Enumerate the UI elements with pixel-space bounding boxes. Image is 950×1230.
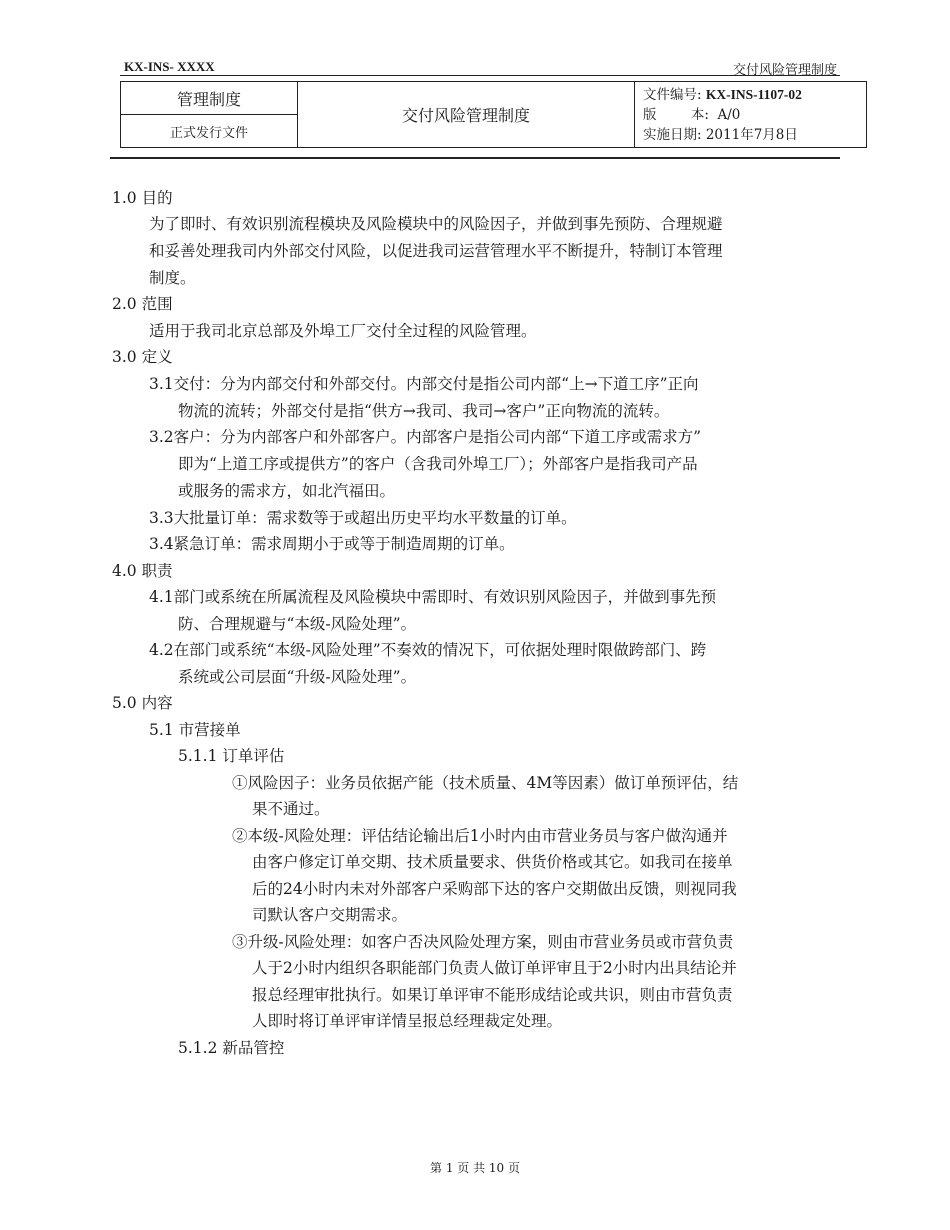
section-heading: 1.0 目的: [112, 189, 173, 207]
subsection-heading: 5.1 市营接单: [149, 721, 241, 739]
body-line: 系统或公司层面“升级-风险处理”。: [178, 668, 417, 686]
body-line: 人于2小时内组织各职能部门负责人做订单评审且于2小时内出具结论并: [252, 959, 737, 977]
subsection-heading: 5.1.1 订单评估: [178, 747, 285, 765]
top-divider: [120, 75, 840, 76]
category-cell: 管理制度: [121, 82, 298, 115]
header-divider: [110, 157, 840, 159]
header-table: [120, 81, 867, 148]
body-line: 由客户修定订单交期、技术质量要求、供货价格或其它。如我司在接单: [252, 853, 733, 871]
body-line: ③升级-风险处理：如客户否决风险处理方案，则由市营业务员或市营负责: [232, 933, 734, 951]
subsection-heading: 5.1.2 新品管控: [178, 1039, 285, 1057]
body-line: 报总经理审批执行。如果订单评审不能形成结论或共识，则由市营负责: [252, 986, 733, 1004]
section-heading: 4.0 职责: [112, 562, 173, 580]
body-line: 果不通过。: [252, 800, 330, 818]
body-line: 3.2客户：分为内部客户和外部客户。内部客户是指公司内部“下道工序或需求方”: [149, 428, 702, 446]
body-line: 防、合理规避与“本级-风险处理”。: [178, 615, 417, 633]
body-line: 或服务的需求方，如北汽福田。: [178, 482, 396, 500]
body-line: 和妥善处理我司内外部交付风险，以促进我司运营管理水平不断提升，特制订本管理: [149, 242, 723, 260]
body-line: 适用于我司北京总部及外埠工厂交付全过程的风险管理。: [149, 322, 537, 340]
effective-date-row: 实施日期: 2011年7月8日: [643, 126, 798, 143]
section-heading: 3.0 定义: [112, 348, 173, 366]
meta-cell: [635, 82, 867, 148]
body-line: 4.2在部门或系统“本级-风险处理”不奏效的情况下，可依据处理时限做跨部门、跨: [149, 641, 707, 659]
title-cell: 交付风险管理制度: [298, 82, 635, 148]
body-line: 4.1部门或系统在所属流程及风险模块中需即时、有效识别风险因子，并做到事先预: [149, 588, 717, 606]
section-heading: 2.0 范围: [112, 295, 173, 313]
body-line: ②本级-风险处理：评估结论输出后1小时内由市营业务员与客户做沟通并: [232, 827, 728, 845]
body-line: ①风险因子：业务员依据产能（技术质量、4M等因素）做订单预评估，结: [232, 774, 739, 792]
body-line: 制度。: [149, 269, 196, 287]
doc-title-top: 交付风险管理制度: [732, 63, 837, 78]
doc-number-row: 文件编号: KX-INS-1107-02: [643, 86, 802, 103]
status-cell: 正式发行文件: [121, 115, 298, 148]
body-line: 3.3大批量订单：需求数等于或超出历史平均水平数量的订单。: [149, 509, 577, 527]
body-line: 物流的流转；外部交付是指“供方→我司、我司→客户”正向物流的流转。: [178, 402, 670, 420]
version-row: 版 本: A/0: [643, 106, 741, 123]
body-line: 为了即时、有效识别流程模块及风险模块中的风险因子，并做到事先预防、合理规避: [149, 215, 723, 233]
body-line: 即为“上道工序或提供方”的客户（含我司外埠工厂）；外部客户是指我司产品: [178, 455, 698, 473]
body-line: 3.4紧急订单：需求周期小于或等于制造周期的订单。: [149, 535, 515, 553]
body-line: 司默认客户交期需求。: [252, 906, 408, 924]
doc-code-top: KX-INS- XXXX: [124, 59, 215, 74]
body-line: 3.1交付：分为内部交付和外部交付。内部交付是指公司内部“上→下道工序”正向: [149, 375, 699, 393]
body-line: 后的24小时内未对外部客户采购部下达的客户交期做出反馈，则视同我: [252, 880, 737, 898]
body-line: 人即时将订单评审详情呈报总经理裁定处理。: [252, 1012, 563, 1030]
section-heading: 5.0 内容: [112, 694, 173, 712]
page-number: 第 1 页 共 10 页: [430, 1161, 520, 1175]
